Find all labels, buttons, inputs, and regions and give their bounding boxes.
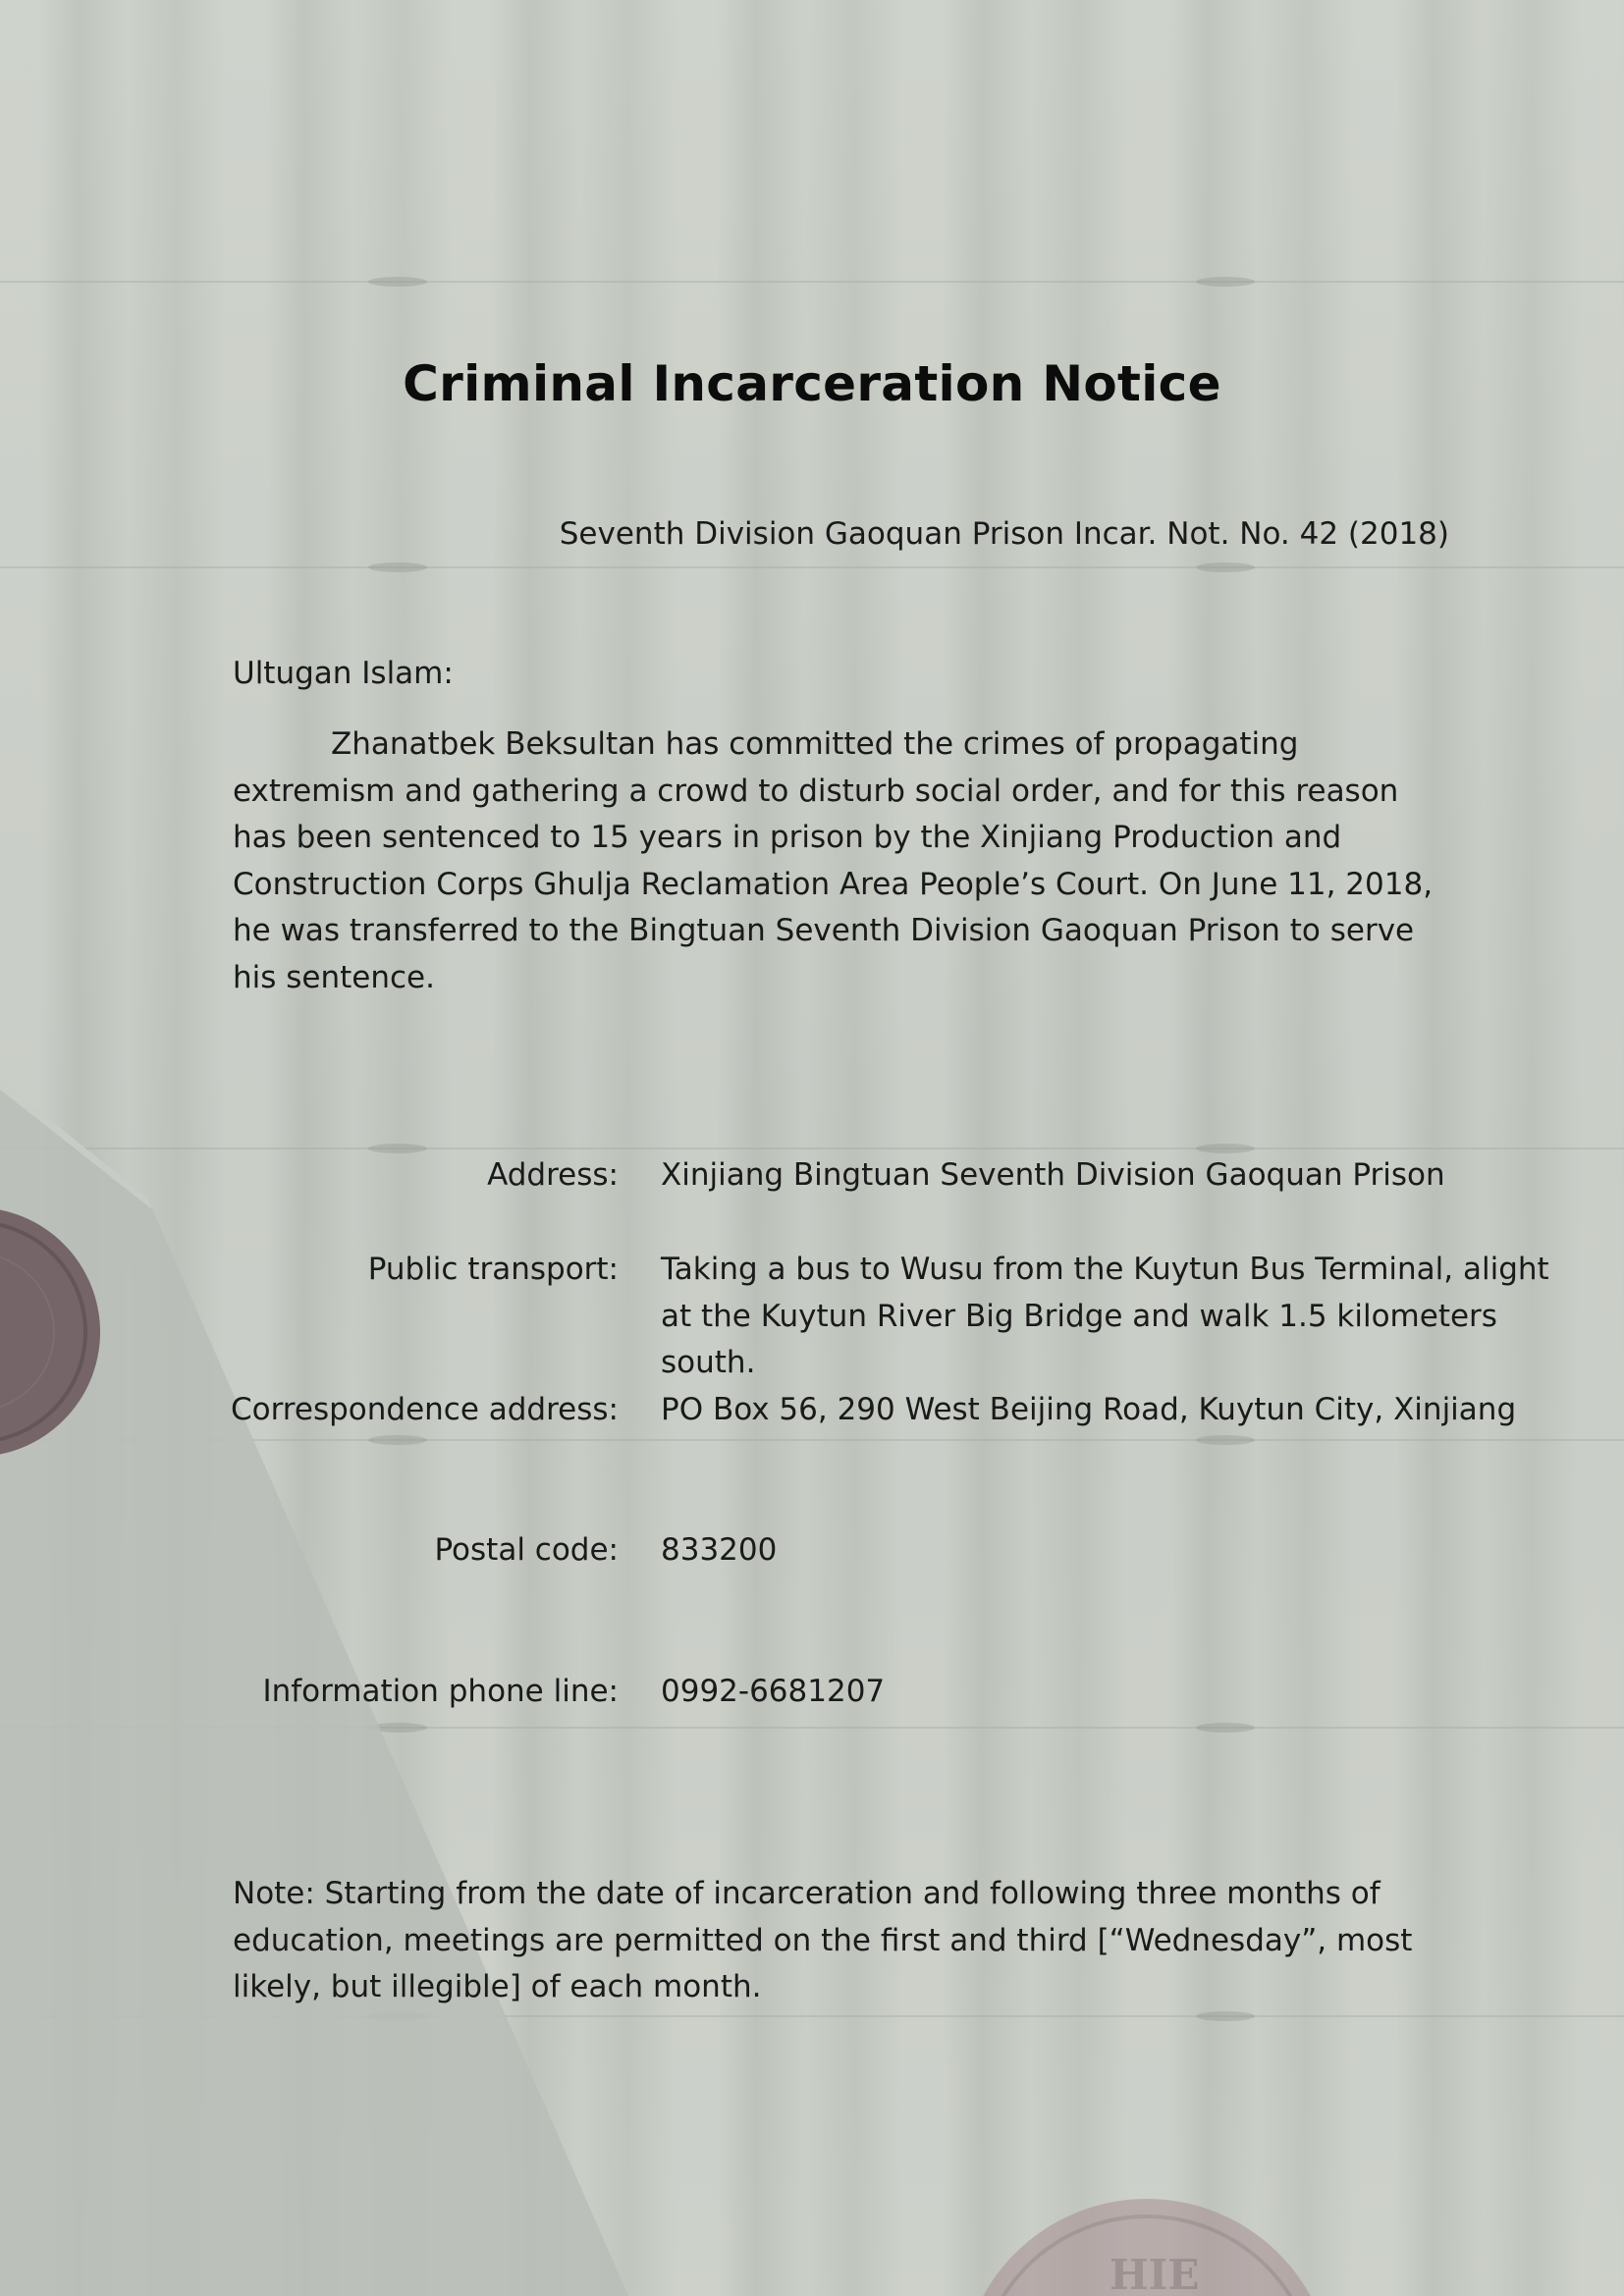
phone-value: 0992-6681207 [661,1674,886,1709]
postal-label: Postal code: [434,1532,619,1568]
document-number: Seventh Division Gaoquan Prison Incar. Not. No. 42 (2018) [559,516,1449,552]
address-value: Xinjiang Bingtuan Seventh Division Gaoquan Prison [661,1157,1445,1193]
address-label: Address: [487,1157,619,1193]
note-paragraph: Note: Starting from the date of incarceration and following three months of education, meetings are permitted on the first and third [“Wednesday”, most likely, but illegible] of each month. [233,1876,1413,2004]
phone-label: Information phone line: [262,1674,619,1709]
recipient: Ultugan Islam: [233,656,454,691]
correspondence-value: PO Box 56, 290 West Beijing Road, Kuytun City, Xinjiang [661,1392,1517,1427]
document-title: Criminal Incarceration Notice [403,355,1221,412]
transport-label: Public transport: [367,1252,619,1287]
transport-value: Taking a bus to Wusu from the Kuytun Bus Terminal, alight at the Kuytun River Big Bridge and walk 1.5 kilometers south. [661,1252,1549,1380]
correspondence-label: Correspondence address: [231,1392,619,1427]
svg-text:HIE: HIE [1110,2251,1200,2296]
postal-value: 833200 [661,1532,778,1568]
body-paragraph: Zhanatbek Beksultan has committed the crimes of propagating extremism and gathering a crowd to disturb social order, and for this reason has been sentenced to 15 years in prison by the Xinjiang Production and Construction Corps Ghulja Reclamation Area People’s Court. On June 11, 2018, he was transferred to the Bingtuan Seventh Division Gaoquan Prison to serve his sentence. [233,726,1434,995]
